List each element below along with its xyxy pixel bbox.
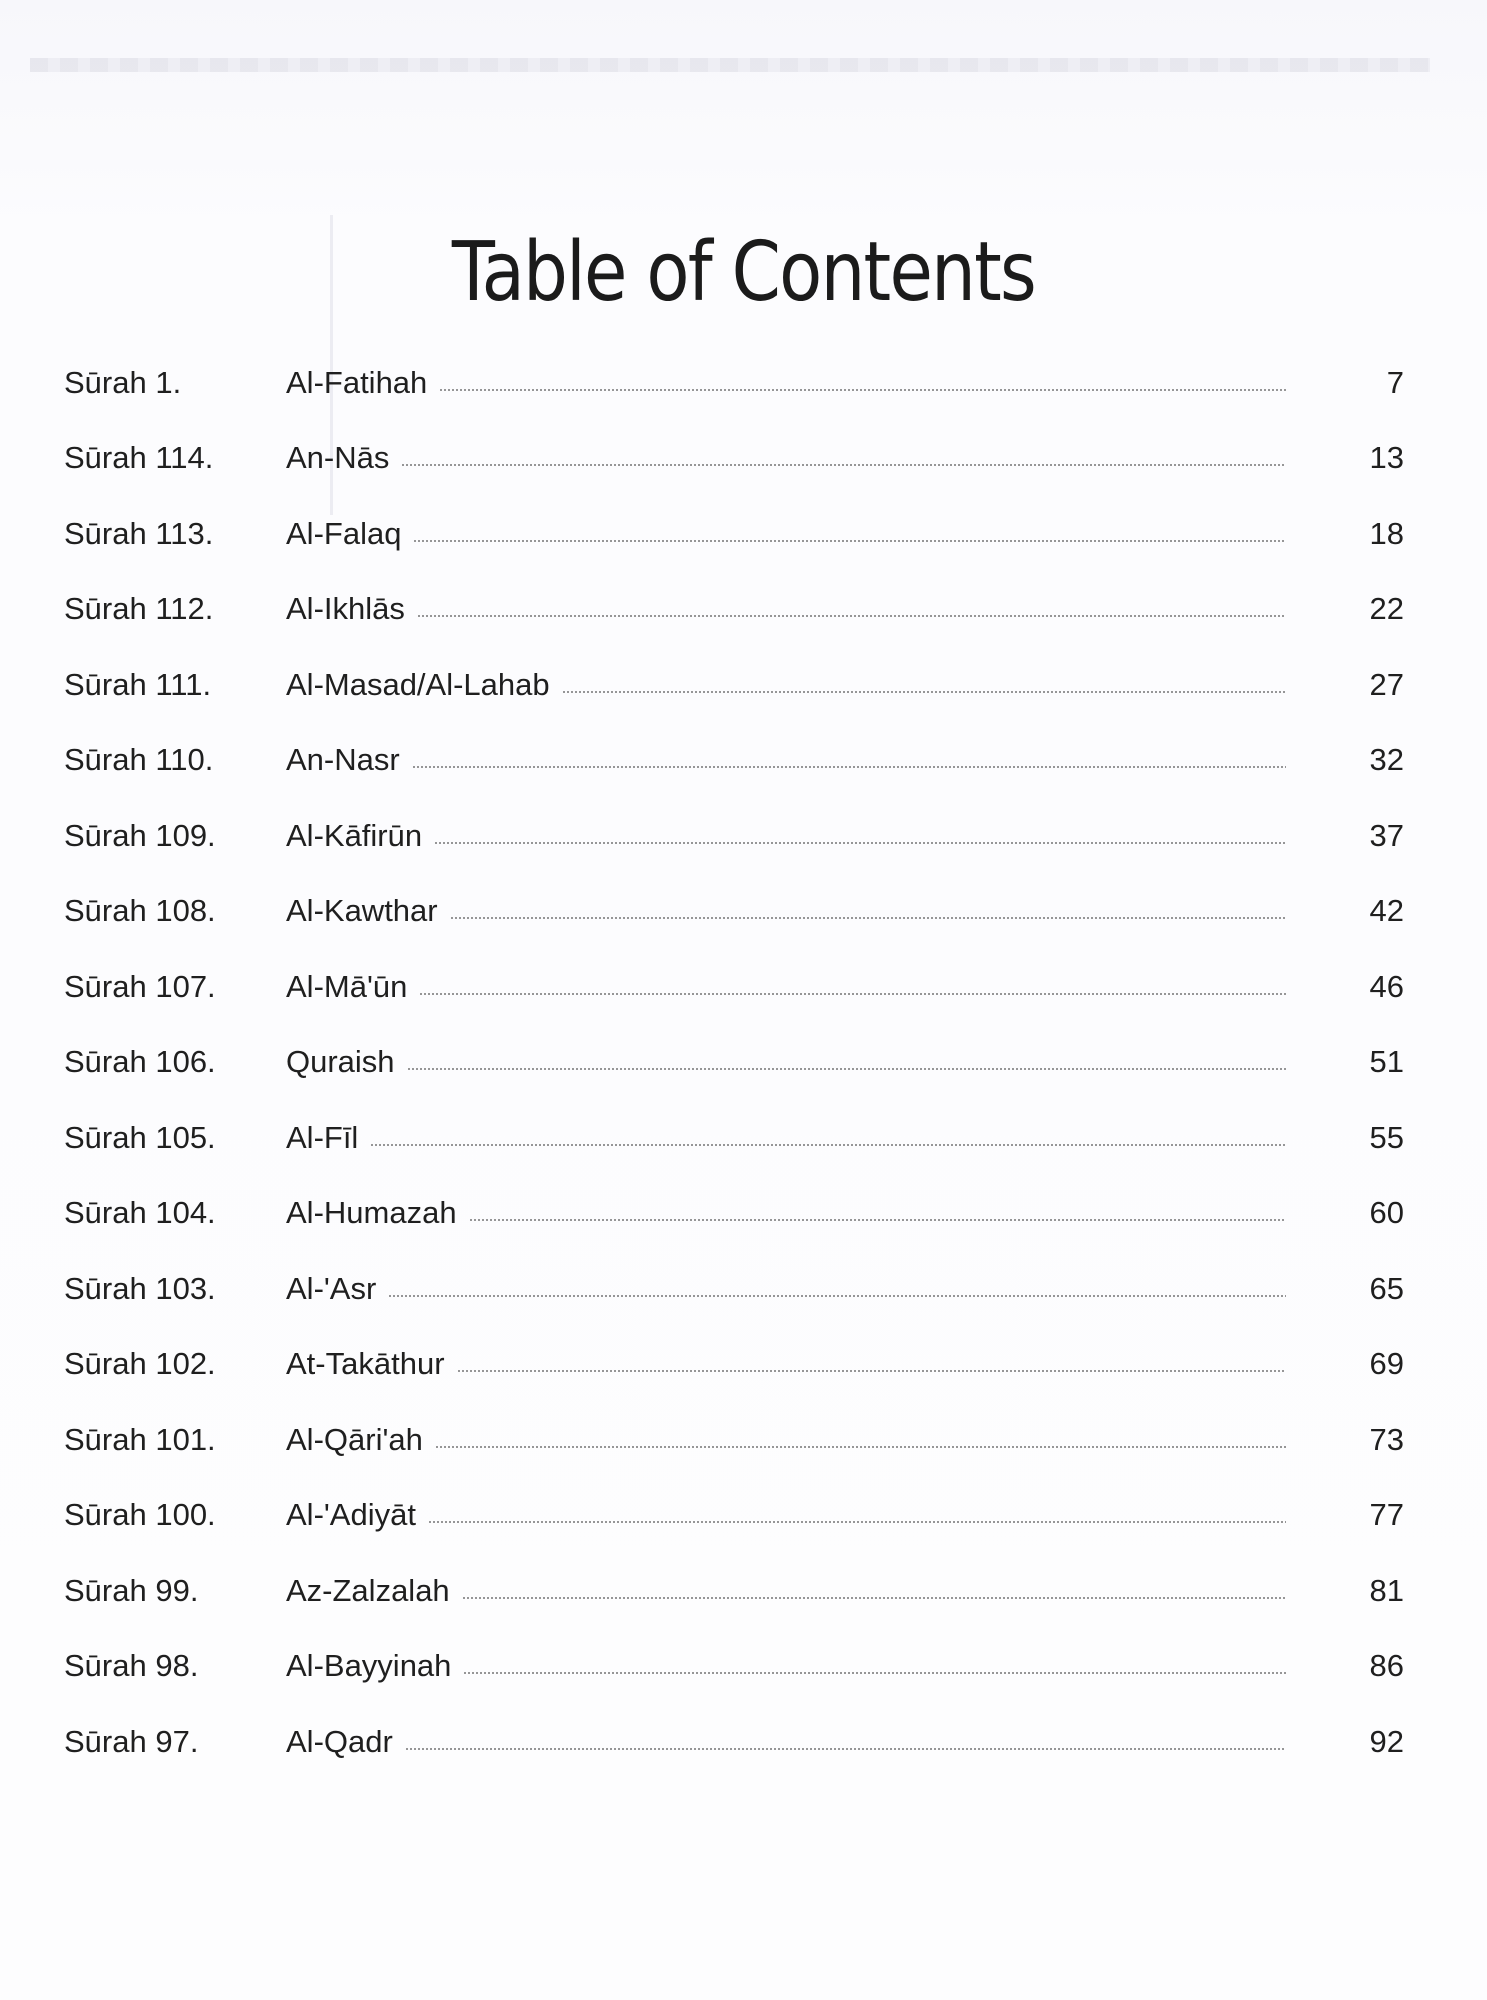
toc-surah-name: Al-Bayyinah [286, 1648, 452, 1684]
toc-entry [64, 1251, 1404, 1327]
toc-entry [64, 496, 1404, 572]
toc-entry [64, 1553, 1404, 1629]
toc-page-number: 81 [1369, 1572, 1404, 1608]
toc-surah-number: Sūrah 114. [64, 440, 214, 476]
toc-surah-name: An-Nās [286, 440, 390, 476]
toc-surah-name: Az-Zalzalah [286, 1572, 450, 1608]
toc-dot-leader [413, 540, 1286, 542]
toc-page-number: 13 [1369, 440, 1404, 476]
toc-surah-name: Al-Fīl [286, 1119, 359, 1155]
toc-surah-number: Sūrah 100. [64, 1497, 216, 1533]
toc-surah-name: Al-Kawthar [286, 893, 438, 929]
toc-dot-leader [417, 615, 1286, 617]
toc-dot-leader [412, 766, 1286, 768]
toc-page-number: 18 [1369, 515, 1404, 551]
toc-entry [64, 1629, 1404, 1705]
page-title: Table of Contents [451, 224, 1036, 320]
toc-surah-name: Al-Qāri'ah [286, 1421, 423, 1457]
toc-surah-name: Al-Mā'ūn [286, 968, 408, 1004]
toc-page-number: 46 [1369, 968, 1404, 1004]
toc-page-number: 92 [1369, 1723, 1404, 1759]
toc-dot-leader [407, 1068, 1286, 1070]
toc-page-number: 7 [1386, 364, 1404, 400]
toc-surah-name: Al-Kāfirūn [286, 817, 423, 853]
toc-entry [64, 723, 1404, 799]
toc-dot-leader [401, 464, 1286, 466]
toc-page-number: 86 [1369, 1648, 1404, 1684]
toc-page-number: 37 [1369, 817, 1404, 853]
toc-surah-number: Sūrah 97. [64, 1723, 199, 1759]
toc-dot-leader [450, 917, 1286, 919]
toc-entry [64, 1025, 1404, 1101]
toc-surah-number: Sūrah 1. [64, 364, 182, 400]
toc-dot-leader [388, 1295, 1286, 1297]
toc-page-number: 51 [1369, 1044, 1404, 1080]
page-top-edge [30, 58, 1430, 72]
toc-surah-number: Sūrah 103. [64, 1270, 216, 1306]
toc-surah-number: Sūrah 109. [64, 817, 216, 853]
toc-page-number: 73 [1369, 1421, 1404, 1457]
toc-surah-number: Sūrah 111. [64, 666, 212, 702]
toc-dot-leader [469, 1219, 1286, 1221]
toc-page-number: 77 [1369, 1497, 1404, 1533]
toc-dot-leader [435, 1446, 1286, 1448]
toc-dot-leader [405, 1748, 1286, 1750]
toc-surah-name: Al-Ikhlās [286, 591, 405, 627]
toc-page-number: 22 [1369, 591, 1404, 627]
toc-surah-number: Sūrah 107. [64, 968, 216, 1004]
toc-surah-number: Sūrah 98. [64, 1648, 199, 1684]
toc-dot-leader [434, 842, 1286, 844]
toc-dot-leader [462, 1597, 1286, 1599]
toc-entry [64, 572, 1404, 648]
toc-entry [64, 1402, 1404, 1478]
toc-page-number: 65 [1369, 1270, 1404, 1306]
toc-surah-number: Sūrah 113. [64, 515, 214, 551]
toc-dot-leader [419, 993, 1286, 995]
toc-page-number: 32 [1369, 742, 1404, 778]
toc-entry [64, 874, 1404, 950]
toc-dot-leader [457, 1370, 1286, 1372]
toc-entry [64, 1478, 1404, 1554]
toc-surah-number: Sūrah 105. [64, 1119, 216, 1155]
toc-surah-number: Sūrah 101. [64, 1421, 216, 1457]
toc-entry [64, 798, 1404, 874]
toc-page-number: 55 [1369, 1119, 1404, 1155]
toc-page-number: 60 [1369, 1195, 1404, 1231]
toc-surah-name: At-Takāthur [286, 1346, 445, 1382]
toc-surah-name: Al-Qadr [286, 1723, 393, 1759]
toc-entry [64, 1704, 1404, 1780]
toc-surah-number: Sūrah 108. [64, 893, 216, 929]
toc-surah-number: Sūrah 99. [64, 1572, 199, 1608]
toc-surah-name: Quraish [286, 1044, 395, 1080]
toc-surah-number: Sūrah 112. [64, 591, 214, 627]
toc-surah-name: Al-Masad/Al-Lahab [286, 666, 550, 702]
toc-page-number: 27 [1369, 666, 1404, 702]
toc-entry [64, 647, 1404, 723]
toc-dot-leader [562, 691, 1286, 693]
table-of-contents [64, 345, 1404, 1780]
toc-surah-name: Al-'Asr [286, 1270, 377, 1306]
toc-page-number: 69 [1369, 1346, 1404, 1382]
toc-surah-number: Sūrah 106. [64, 1044, 216, 1080]
toc-entry [64, 1327, 1404, 1403]
toc-surah-name: Al-Fatihah [286, 364, 428, 400]
toc-dot-leader [439, 389, 1286, 391]
toc-surah-name: Al-Humazah [286, 1195, 457, 1231]
toc-surah-number: Sūrah 102. [64, 1346, 216, 1382]
toc-surah-name: Al-Falaq [286, 515, 402, 551]
toc-surah-number: Sūrah 110. [64, 742, 214, 778]
toc-dot-leader [463, 1672, 1286, 1674]
toc-surah-name: An-Nasr [286, 742, 400, 778]
toc-entry [64, 421, 1404, 497]
toc-surah-number: Sūrah 104. [64, 1195, 216, 1231]
toc-dot-leader [370, 1144, 1286, 1146]
toc-entry [64, 1176, 1404, 1252]
toc-entry [64, 949, 1404, 1025]
toc-page-number: 42 [1369, 893, 1404, 929]
toc-entry [64, 1100, 1404, 1176]
toc-dot-leader [428, 1521, 1286, 1523]
toc-surah-name: Al-'Adiyāt [286, 1497, 416, 1533]
toc-entry [64, 345, 1404, 421]
